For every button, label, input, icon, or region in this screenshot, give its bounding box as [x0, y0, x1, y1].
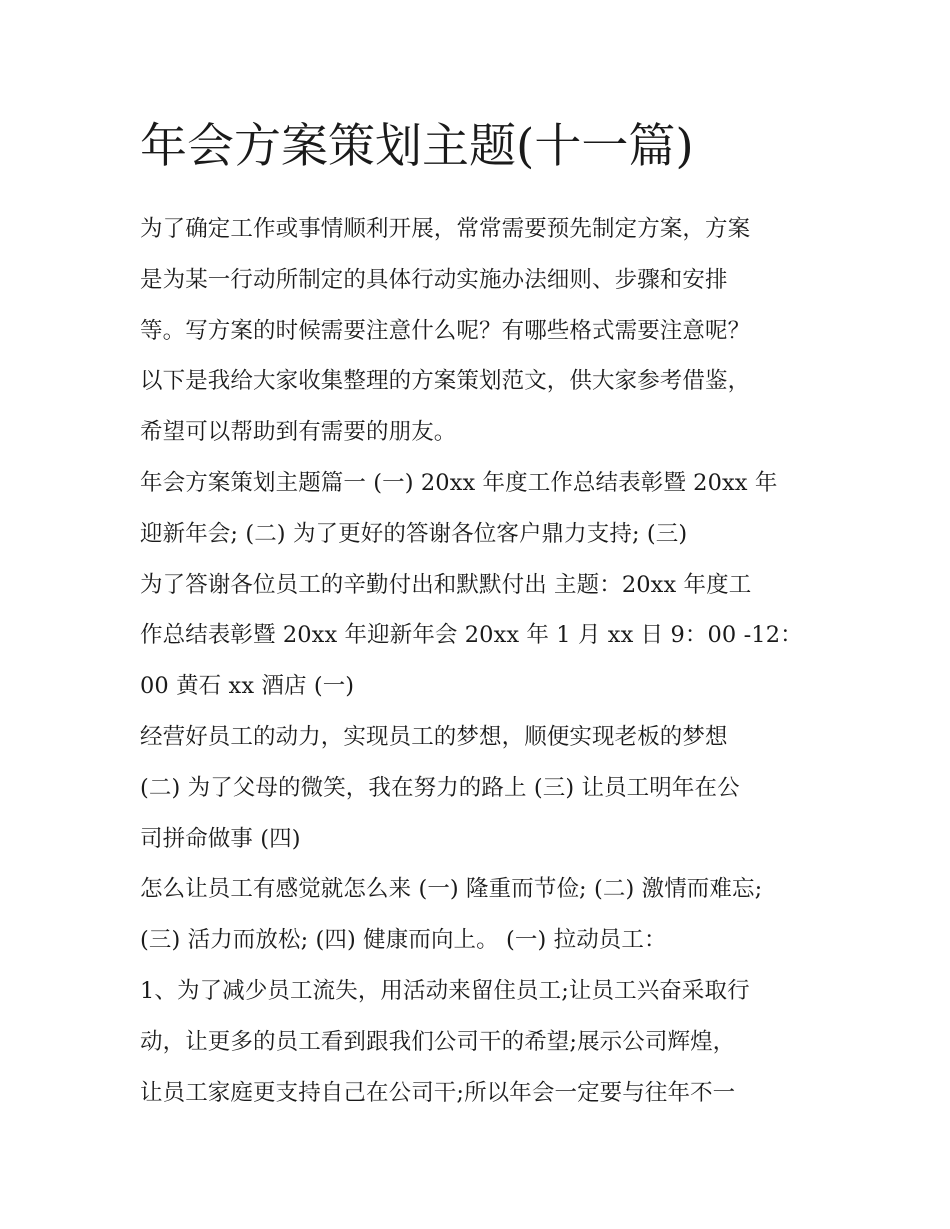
document-title: 年会方案策划主题(十一篇)	[140, 119, 694, 174]
text-line: 以下是我给大家收集整理的方案策划范文，供大家参考借鉴，	[140, 368, 751, 395]
text-line: 年会方案策划主题篇一 (一) 20xx 年度工作总结表彰暨 20xx 年	[140, 469, 778, 496]
text-line: 让员工家庭更支持自己在公司干;所以年会一定要与往年不一	[140, 1079, 736, 1106]
text-line: 00 黄石 xx 酒店 (一)	[140, 673, 355, 700]
text-line: 为了答谢各位员工的辛勤付出和默默付出 主题：20xx 年度工	[140, 571, 752, 598]
text-line: (二) 为了父母的微笑，我在努力的路上 (三) 让员工明年在公	[140, 774, 740, 801]
text-line: 迎新年会; (二) 为了更好的答谢各位客户鼎力支持; (三)	[140, 520, 688, 547]
text-line: 动，让更多的员工看到跟我们公司干的希望;展示公司辉煌，	[140, 1028, 736, 1055]
text-line: 作总结表彰暨 20xx 年迎新年会 20xx 年 1 月 xx 日 9：00 -12：	[140, 622, 803, 649]
document-body	[140, 112, 820, 1118]
text-line: 为了确定工作或事情顺利开展，常常需要预先制定方案，方案	[140, 216, 751, 242]
text-line: 是为某一行动所制定的具体行动实施办法细则、步骤和安排	[140, 266, 728, 293]
text-line: 司拼命做事 (四)	[140, 825, 301, 852]
text-line: (三) 活力而放松; (四) 健康而向上。 (一) 拉动员工：	[140, 927, 667, 954]
text-line: 希望可以帮助到有需要的朋友。	[140, 419, 457, 446]
text-line: 等。写方案的时候需要注意什么呢？有哪些格式需要注意呢？	[140, 317, 751, 344]
text-line: 经营好员工的动力，实现员工的梦想，顺便实现老板的梦想	[140, 723, 728, 750]
text-line: 1、为了减少员工流失，用活动来留住员工;让员工兴奋采取行	[140, 977, 750, 1004]
text-line: 怎么让员工有感觉就怎么来 (一) 隆重而节俭; (二) 激情而难忘;	[140, 876, 763, 903]
